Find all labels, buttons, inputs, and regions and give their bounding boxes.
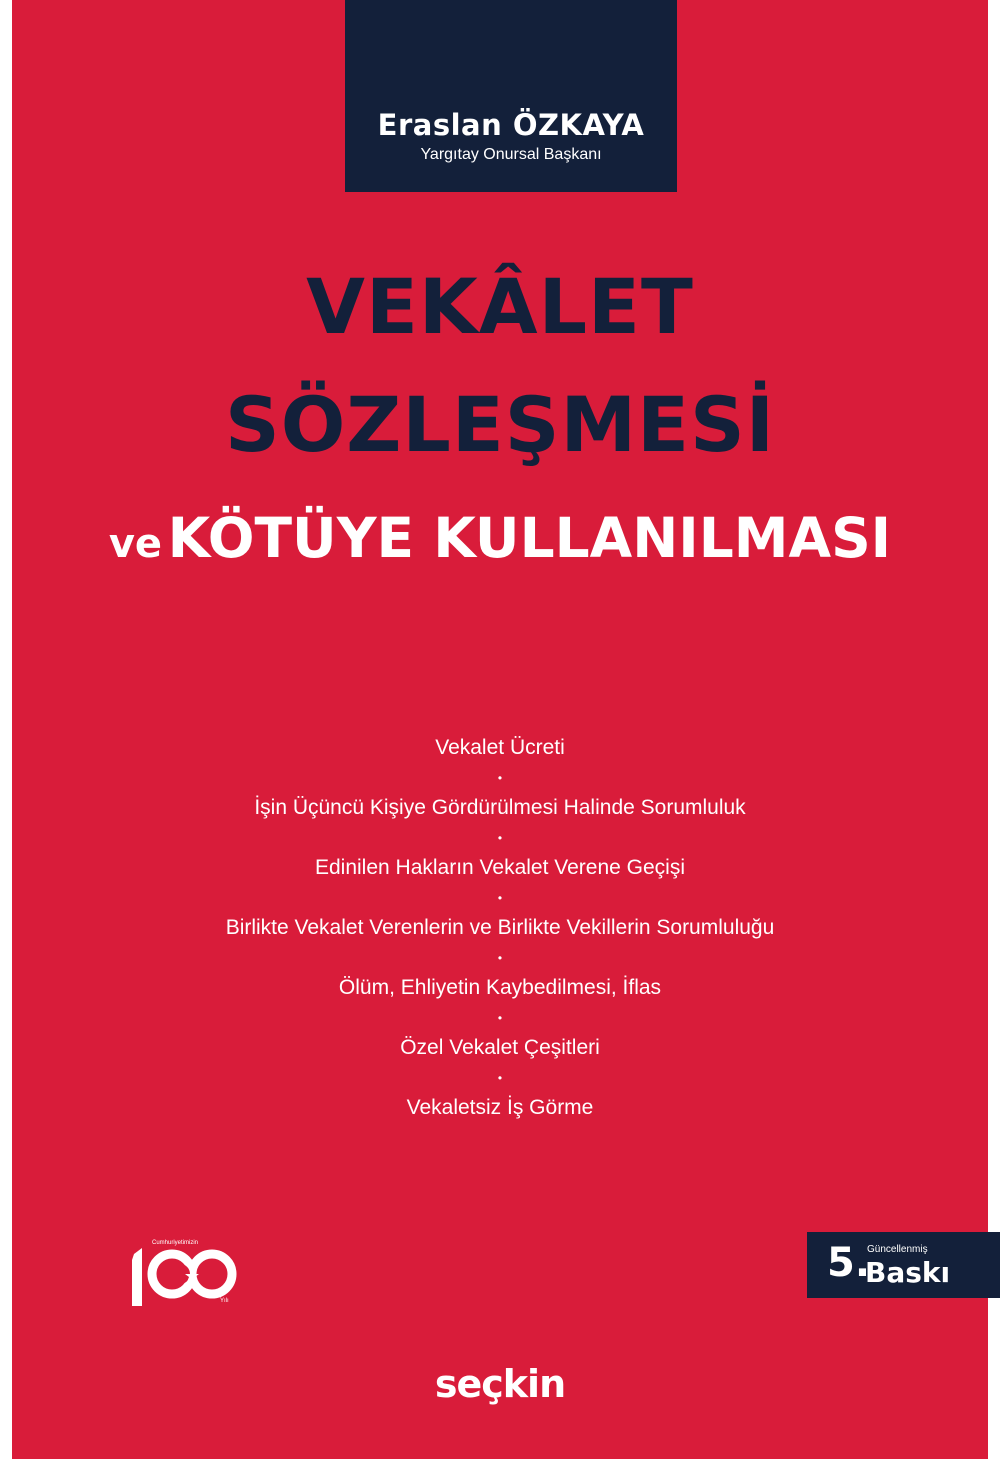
topics-list <box>12 732 988 1124</box>
publisher-logo: seçkin <box>434 1362 566 1406</box>
title-line-1: VEKÂLET <box>306 262 694 351</box>
topic-item: Edinilen Hakların Vekalet Verene Geçişi <box>314 856 686 879</box>
separator-dot: • <box>497 1011 503 1025</box>
topic-item: Vekaletsiz İş Görme <box>406 1096 594 1119</box>
title-line-2: SÖZLEŞMESİ <box>224 380 776 469</box>
topic-item: Özel Vekalet Çeşitleri <box>400 1036 600 1059</box>
separator-dot: • <box>497 891 503 905</box>
author-name: Eraslan ÖZKAYA <box>377 108 645 142</box>
separator-dot: • <box>497 771 503 785</box>
separator-dot: • <box>497 831 503 845</box>
author-role: Yargıtay Onursal Başkanı <box>420 146 602 163</box>
centennial-logo-icon <box>120 1234 245 1314</box>
edition-updated: Güncellenmiş <box>867 1244 928 1255</box>
subtitle-main: KÖTÜYE KULLANILMASI <box>167 506 892 570</box>
topic-item: Vekalet Ücreti <box>435 736 565 759</box>
separator-dot: • <box>497 951 503 965</box>
subtitle <box>12 506 988 570</box>
author-box <box>345 0 677 192</box>
separator-dot: • <box>497 1071 503 1085</box>
edition-number: 5. <box>827 1240 871 1286</box>
topic-item: Ölüm, Ehliyetin Kaybedilmesi, İflas <box>338 976 662 999</box>
subtitle-conjunction: ve <box>108 521 163 567</box>
book-cover <box>12 0 988 1459</box>
topic-item: Birlikte Vekalet Verenlerin ve Birlikte Vekillerin Sorumluluğu <box>225 916 775 939</box>
edition-label: Baskı <box>865 1256 951 1289</box>
topic-item: İşin Üçüncü Kişiye Gördürülmesi Halinde Sorumluluk <box>254 796 746 819</box>
edition-badge <box>807 1232 1000 1298</box>
centennial-caption-bottom: Yılı <box>220 1298 229 1304</box>
centennial-caption-top: Cumhuriyetimizin <box>152 1240 199 1246</box>
